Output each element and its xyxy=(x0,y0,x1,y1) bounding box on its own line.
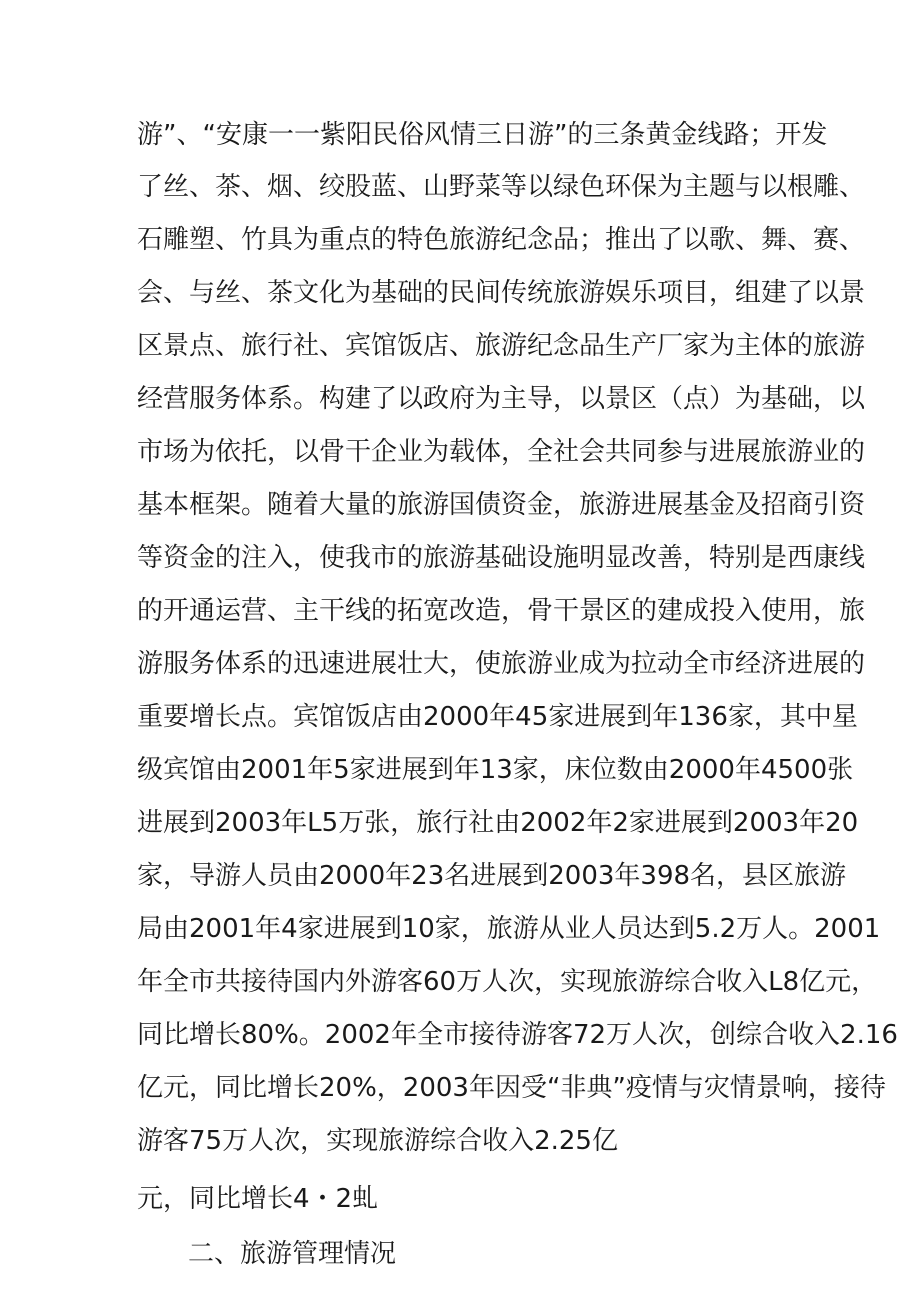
paragraph-line: 了丝、茶、烟、绞股蓝、山野菜等以绿色环保为主题与以根雕、 xyxy=(137,172,866,202)
paragraph-line: 进展到2003年L5万张，旅行社由2002年2家进展到2003年20 xyxy=(137,808,859,838)
paragraph-line: 游”、“安康一一紫阳民俗风情三日游”的三条黄金线路；开发 xyxy=(137,120,828,150)
paragraph-line: 的开通运营、主干线的拓宽改造，骨干景区的建成投入使用，旅 xyxy=(137,596,866,626)
paragraph-line: 游服务体系的迅速进展壮大，使旅游业成为拉动全市经济进展的 xyxy=(137,649,866,679)
paragraph-line: 亿元，同比增长20%，2003年因受“非典”疫情与灾情景响，接待 xyxy=(137,1073,886,1103)
paragraph-line: 游客75万人次，实现旅游综合收入2.25亿 xyxy=(137,1126,618,1156)
paragraph-line: 市场为依托，以骨干企业为载体，全社会共同参与进展旅游业的 xyxy=(137,437,866,467)
paragraph-tail-line: 元，同比增长4・2虬 xyxy=(137,1184,379,1214)
paragraph-line: 等资金的注入，使我市的旅游基础设施明显改善，特别是西康线 xyxy=(137,543,866,573)
paragraph-line: 经营服务体系。构建了以政府为主导，以景区（点）为基础，以 xyxy=(137,384,866,414)
paragraph-line: 局由2001年4家进展到10家，旅游从业人员达到5.2万人。2001 xyxy=(137,914,881,944)
paragraph-line: 家，导游人员由2000年23名进展到2003年398名，县区旅游 xyxy=(137,861,847,891)
paragraph-line: 基本框架。随着大量的旅游国债资金，旅游进展基金及招商引资 xyxy=(137,490,866,520)
section-heading: 二、旅游管理情况 xyxy=(188,1239,397,1269)
paragraph-line: 区景点、旅行社、宾馆饭店、旅游纪念品生产厂家为主体的旅游 xyxy=(137,331,866,361)
paragraph-line: 重要增长点。宾馆饭店由2000年45家进展到年136家，其中星 xyxy=(137,702,858,732)
paragraph-line: 石雕塑、竹具为重点的特色旅游纪念品；推出了以歌、舞、赛、 xyxy=(137,225,866,255)
paragraph-line: 级宾馆由2001年5家进展到年13家，床位数由2000年4500张 xyxy=(137,755,854,785)
paragraph-line: 年全市共接待国内外游客60万人次，实现旅游综合收入L8亿元， xyxy=(137,967,878,997)
paragraph-line: 会、与丝、茶文化为基础的民间传统旅游娱乐项目，组建了以景 xyxy=(137,278,866,308)
paragraph-line: 同比增长80%。2002年全市接待游客72万人次，创综合收入2.16 xyxy=(137,1020,898,1050)
